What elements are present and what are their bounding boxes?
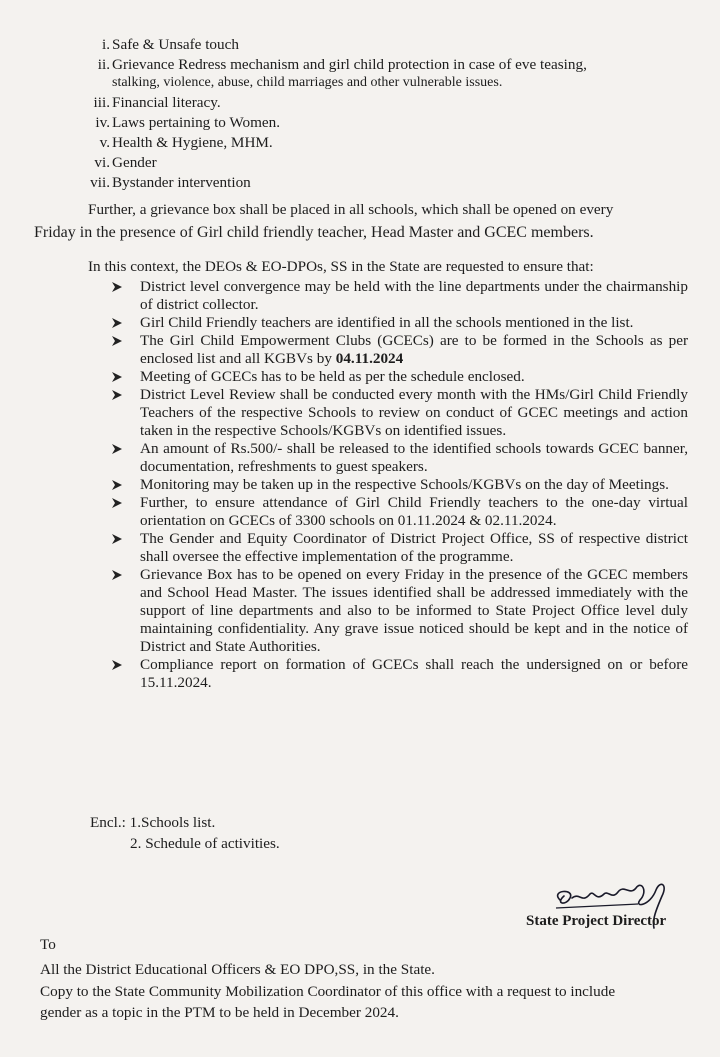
bullet-item: [110, 332, 688, 368]
bullet-item: [110, 566, 688, 656]
bullet-text: Monitoring may be taken up in the respective Schools/KGBVs on the day of Meetings.: [140, 476, 669, 493]
list-item: [0, 34, 720, 54]
topics-list: [0, 34, 720, 192]
list-number: ii.: [97, 56, 110, 73]
signatory-title: State Project Director: [526, 913, 667, 929]
grievance-paragraph-line1: Further, a grievance box shall be placed in all schools, which shall be opened on every: [88, 201, 614, 218]
arrow-bullet-icon: [112, 282, 122, 292]
list-item-continuation: [0, 72, 720, 92]
arrow-bullet-icon: [112, 444, 122, 454]
arrow-bullet-icon: [112, 372, 122, 382]
list-number: vii.: [90, 174, 110, 191]
bullet-item: [110, 368, 688, 386]
bullet-text: District level convergence may be held with the line departments under the chairmanship of district collector.: [140, 278, 688, 313]
copy-to-line2: gender as a topic in the PTM to be held in December 2024.: [40, 1004, 399, 1021]
copy-to-line1: Copy to the State Community Mobilization Coordinator of this office with a request to include: [40, 983, 616, 1000]
list-item: [0, 112, 720, 132]
bullet-item: [110, 314, 688, 332]
list-text: Financial literacy.: [112, 94, 221, 111]
bullet-text: The Gender and Equity Coordinator of District Project Office, SS of respective district shall oversee the effective implementation of the programme.: [140, 530, 688, 565]
arrow-bullet-icon: [112, 480, 122, 490]
list-text: Grievance Redress mechanism and girl child protection in case of eve teasing,: [112, 56, 587, 73]
list-item: [0, 54, 720, 72]
bullet-item: [110, 278, 688, 314]
enclosures-line1: Encl.: 1.Schools list.: [90, 814, 216, 831]
list-text: Health & Hygiene, MHM.: [112, 134, 273, 151]
list-item: [0, 132, 720, 152]
list-text: Gender: [112, 154, 157, 171]
bullet-item: [110, 494, 688, 530]
list-item: [0, 172, 720, 192]
bullet-text: The Girl Child Empowerment Clubs (GCECs) are to be formed in the Schools as per enclosed list and all KGBVs by: [140, 332, 688, 367]
list-number: vi.: [94, 154, 110, 171]
requirements-list: [110, 278, 688, 692]
list-item: [0, 152, 720, 172]
bullet-text: District Level Review shall be conducted every month with the HMs/Girl Child Friendly Teachers of the respective Schools to review on conduct of GCEC meetings and action taken in the respective Schools/KGBVs on identified issues.: [140, 386, 688, 439]
arrow-bullet-icon: [112, 534, 122, 544]
arrow-bullet-icon: [112, 336, 122, 346]
bullet-text: Girl Child Friendly teachers are identified in all the schools mentioned in the list.: [140, 314, 634, 331]
grievance-paragraph-line2: Friday in the presence of Girl child friendly teacher, Head Master and GCEC members.: [34, 224, 594, 241]
bullet-text: An amount of Rs.500/- shall be released to the identified schools towards GCEC banner, documentation, refreshments to guest speakers.: [140, 440, 688, 475]
bullet-text: Meeting of GCECs has to be held as per the schedule enclosed.: [140, 368, 525, 385]
to-label: To: [40, 936, 56, 953]
bullet-text: Further, to ensure attendance of Girl Child Friendly teachers to the one-day virtual orientation on GCECs of 3300 schools on 01.11.2024 & 02.11.2024.: [140, 494, 688, 529]
bullet-item: [110, 476, 688, 494]
list-number: i.: [101, 36, 110, 53]
bullet-item: [110, 656, 688, 692]
bullet-item: [110, 440, 688, 476]
arrow-bullet-icon: [112, 390, 122, 400]
list-text: Laws pertaining to Women.: [112, 114, 281, 131]
list-text: stalking, violence, abuse, child marriages and other vulnerable issues.: [112, 75, 503, 90]
arrow-bullet-icon: [112, 660, 122, 670]
deadline-date: 04.11.2024: [335, 350, 404, 367]
arrow-bullet-icon: [112, 570, 122, 580]
list-number: iv.: [95, 114, 110, 131]
context-intro: In this context, the DEOs & EO-DPOs, SS in the State are requested to ensure that:: [88, 258, 594, 275]
list-text: Bystander intervention: [112, 174, 251, 191]
list-number: iii.: [93, 94, 110, 111]
list-item: [0, 92, 720, 112]
list-text: Safe & Unsafe touch: [112, 36, 239, 53]
list-number: v.: [99, 134, 110, 151]
bullet-text: Grievance Box has to be opened on every Friday in the presence of the GCEC members and School Head Master. The issues identified shall be addressed immediately with the support of line departments and also to be informed to State Project Office level duly maintaining confidentiality. Any grave issue noticed should be kept and in the notice of District and State Authorities.: [140, 566, 688, 655]
enclosures-line2: 2. Schedule of activities.: [130, 835, 280, 852]
arrow-bullet-icon: [112, 318, 122, 328]
addressee: All the District Educational Officers & EO DPO,SS, in the State.: [40, 961, 435, 978]
bullet-item: [110, 386, 688, 440]
bullet-item: [110, 530, 688, 566]
bullet-text: Compliance report on formation of GCECs shall reach the undersigned on or before 15.11.2024.: [140, 656, 688, 691]
arrow-bullet-icon: [112, 498, 122, 508]
